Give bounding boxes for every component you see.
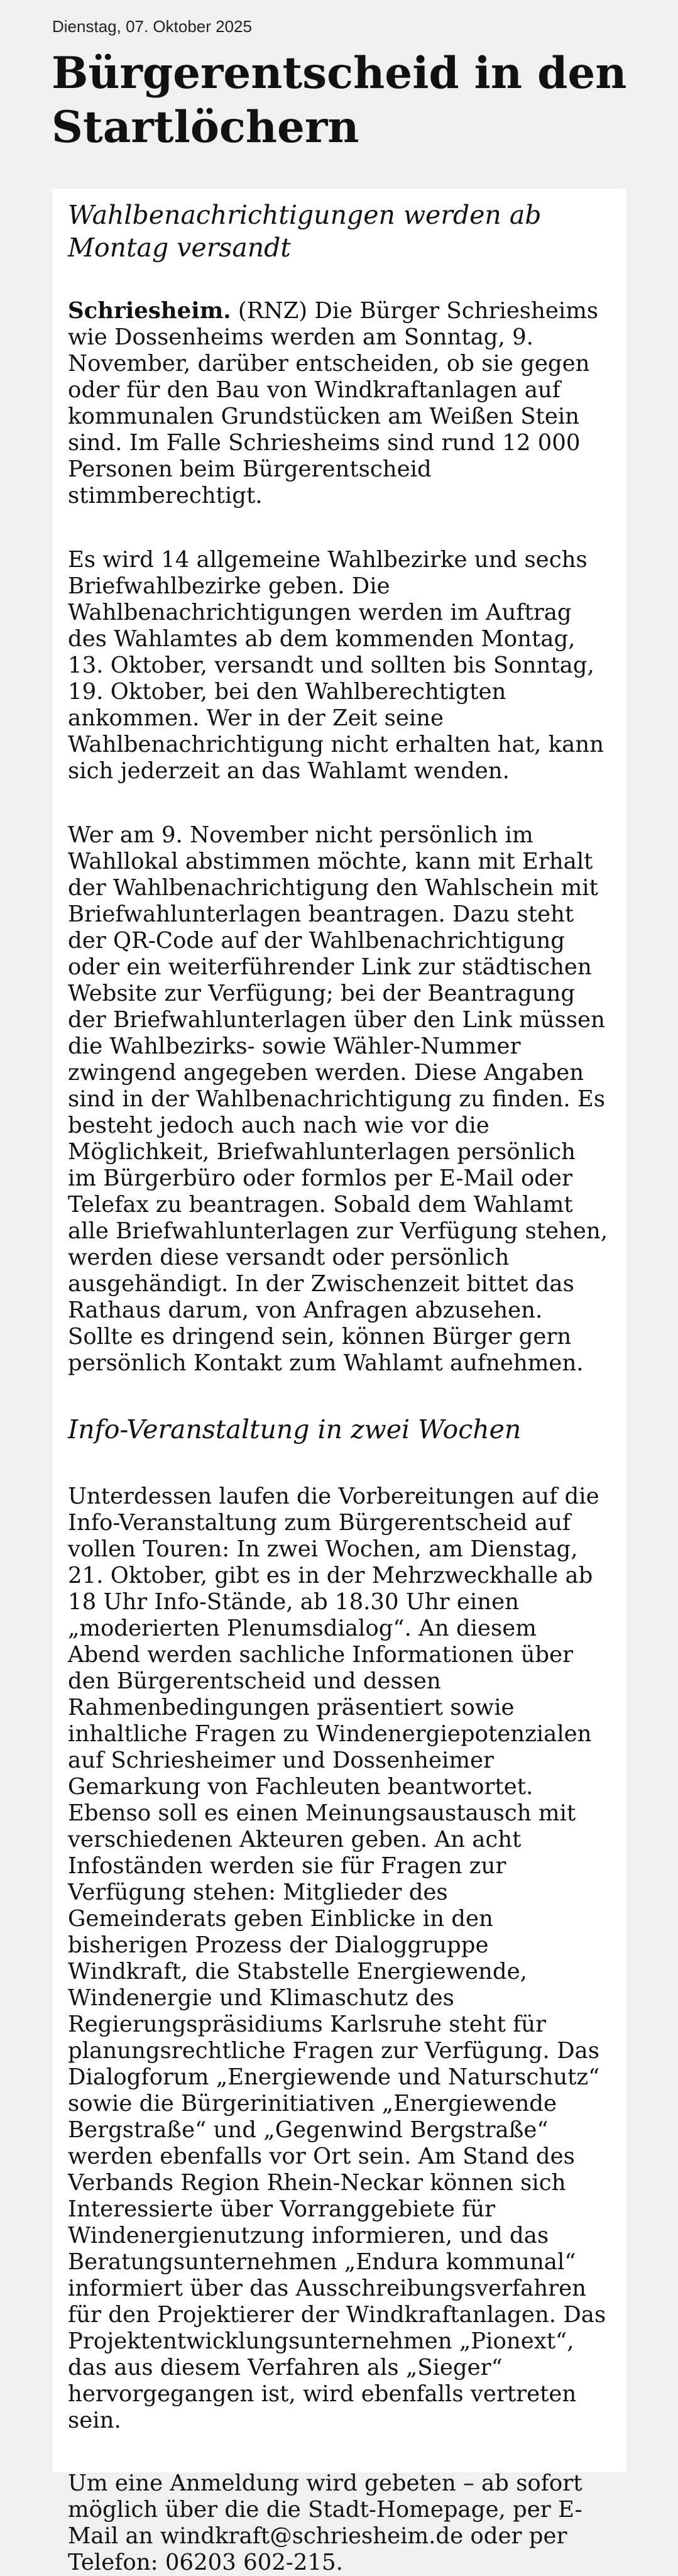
section-heading: Info-Veranstaltung in zwei Wochen bbox=[68, 1414, 522, 1445]
article-paragraph: Es wird 14 allgemeine Wahlbezirke und sechs Briefwahlbezirke geben. Die Wahlbenachrichtigungen werden im Auftrag des Wahlamtes ab dem kommenden Montag, 13. Oktober, versandt und sollten bis Sonntag, 19. Oktober, bei den Wahlberechtigten ankommen. Wer in der Zeit seine Wahlbenachrichtigung nicht erhalten hat, kann sich jederzeit an das Wahlamt wenden. bbox=[68, 547, 604, 784]
article-paragraph: Wer am 9. November nicht persönlich im Wahllokal abstimmen möchte, kann mit Erhalt der Wahlbenachrichtigung den Wahlschein mit Briefwahlunterlagen beantragen. Dazu steht der QR-Code auf der Wahlbenachrichtigung oder ein weiterführender Link zur städtischen Website zur Verfügung; bei der Beantragung der Briefwahlunterlagen über den Link müssen die Wahlbezirks- sowie Wähler-Nummer zwingend angegeben werden. Diese Angaben sind in der Wahlbenachrichtigung zu finden. Es besteht jedoch auch nach wie vor die Möglichkeit, Briefwahlunterlagen persönlich im Bürgerbüro oder formlos per E-Mail oder Telefax zu beantragen. Sobald dem Wahlamt alle Briefwahlunterlagen zur Verfügung stehen, werden diese versandt oder persönlich ausgehändigt. In der Zwischenzeit bittet das Rathaus darum, von Anfragen abzusehen. Sollte es dringend sein, können Bürger gern persönlich Kontakt zum Wahlamt aufnehmen. bbox=[68, 822, 608, 1376]
article-headline: Bürgerentscheid in den Startlöchern bbox=[52, 48, 627, 153]
article-paragraph: Um eine Anmeldung wird gebeten – ab sofort möglich über die die Stadt-Homepage, per E-Mail an windkraft@schriesheim.de oder per Telefon: 06203 602-215. bbox=[68, 2470, 582, 2575]
article-paragraph-text: (RNZ) Die Bürger Schriesheims wie Dossenheims werden am Sonntag, 9. November, darüber entscheiden, ob sie gegen oder für den Bau von Windkraftanlagen auf kommunalen Grundstücken am Weißen Stein sind. Im Falle Schriesheims sind rund 12 000 Personen beim Bürgerentscheid stimmberechtigt. bbox=[68, 298, 599, 509]
article-paragraph: Unterdessen laufen die Vorbereitungen auf die Info-Veranstaltung zum Bürgerentscheid auf vollen Touren: In zwei Wochen, am Dienstag, 21. Oktober, gibt es in der Mehrzweckhalle ab 18 Uhr Info-Stände, ab 18.30 Uhr einen „moderierten Plenumsdialog“. An diesem Abend werden sachliche Informationen über den Bürgerentscheid und dessen Rahmenbedingungen präsentiert sowie inhaltliche Fragen zu Windenergiepotenzialen auf Schriesheimer und Dossenheimer Gemarkung von Fachleuten beantwortet. Ebenso soll es einen Meinungsaustausch mit verschiedenen Akteuren geben. An acht Infoständen werden sie für Fragen zur Verfügung stehen: Mitglieder des Gemeinderats geben Einblicke in den bisherigen Prozess der Dialoggruppe Windkraft, die Stabstelle Energiewende, Windenergie und Klimaschutz des Regierungspräsidiums Karlsruhe steht für planungsrechtliche Fragen zur Verfügung. Das Dialogforum „Energiewende und Naturschutz“ sowie die Bürgerinitiativen „Energiewende Bergstraße“ und „Gegenwind Bergstraße“ werden ebenfalls vor Ort sein. Am Stand des Verbands Region Rhein-Neckar können sich Interessierte über Vorranggebiete für Windenergienutzung informieren, und das Beratungsunternehmen „Endura kommunal“ informiert über das Ausschreibungsverfahren für den Projektierer der Windkraftanlagen. Das Projektentwicklungsunternehmen „Pionext“, das aus diesem Verfahren als „Sieger“ hervorgegangen ist, wird ebenfalls vertreten sein. bbox=[68, 1483, 606, 2433]
article-body bbox=[52, 189, 626, 2575]
article-subtitle: Wahlbenachrichtigungen werden ab Montag versandt bbox=[68, 200, 542, 263]
article-date: Dienstag, 07. Oktober 2025 bbox=[52, 17, 252, 36]
article-location: Schriesheim. bbox=[68, 298, 231, 324]
article-paragraph bbox=[68, 298, 611, 509]
